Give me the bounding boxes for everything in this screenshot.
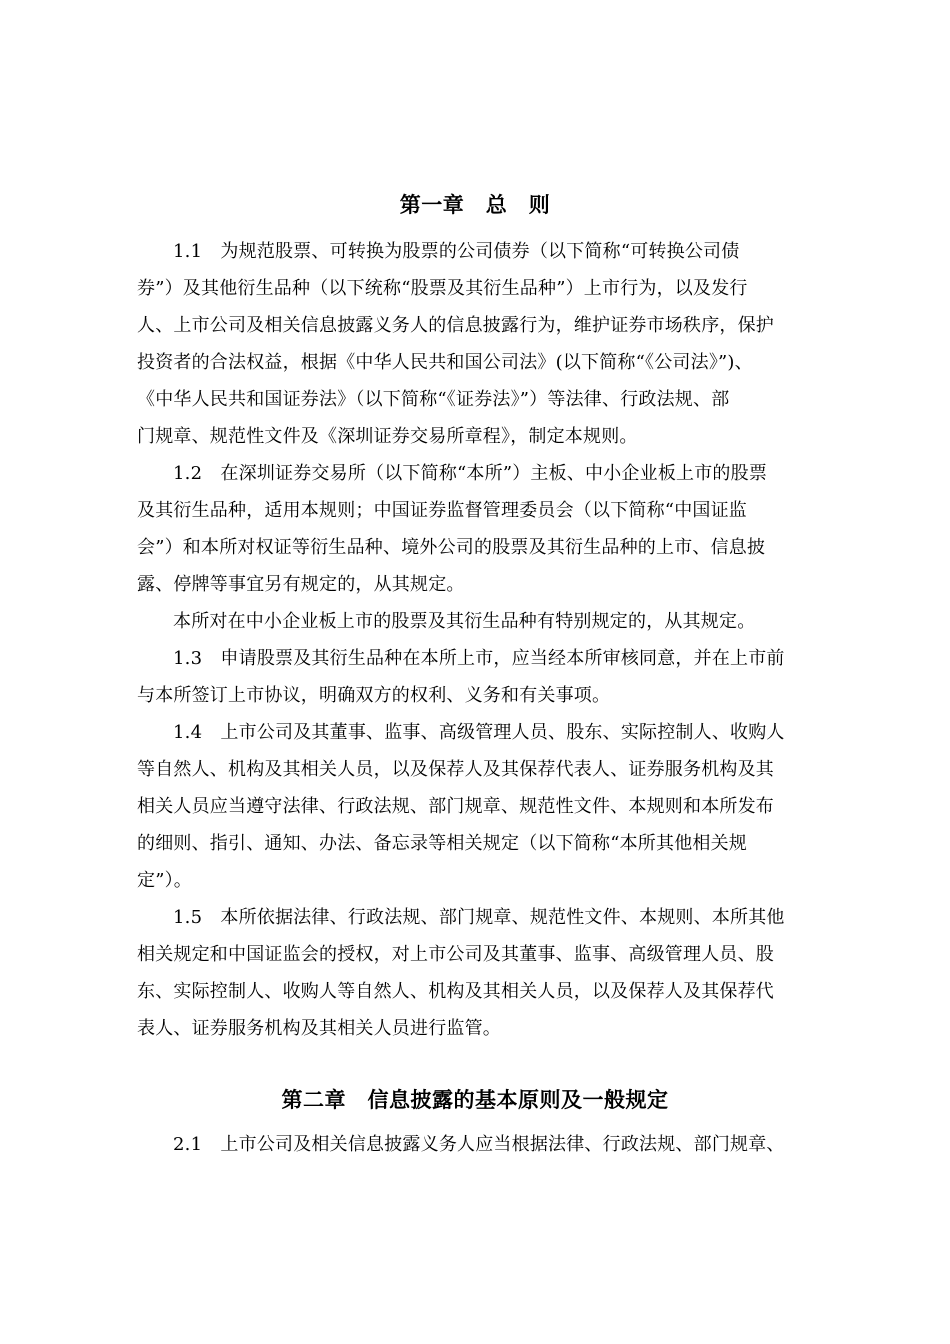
para-1-4-line: 相关人员应当遵守法律、行政法规、部门规章、规范性文件、本规则和本所发布	[137, 796, 774, 817]
para-1-5-line: 1.5 本所依据法律、行政法规、部门规章、规范性文件、本规则、本所其他	[173, 907, 785, 928]
chapter-2-title: 第二章 信息披露的基本原则及一般规定	[281, 1087, 669, 1112]
para-1-2-line: 会”）和本所对权证等衍生品种、境外公司的股票及其衍生品种的上市、信息披	[137, 537, 766, 558]
para-1-5-line: 东、实际控制人、收购人等自然人、机构及其相关人员，以及保荐人及其保荐代	[137, 981, 774, 1002]
para-1-2-line: 1.2 在深圳证券交易所（以下简称“本所”）主板、中小企业板上市的股票	[173, 463, 768, 484]
para-1-1-line: 券”）及其他衍生品种（以下统称“股票及其衍生品种”）上市行为，以及发行	[137, 278, 748, 299]
chapter-1-title: 第一章 总 则	[399, 192, 551, 217]
para-1-5-line: 相关规定和中国证监会的授权，对上市公司及其董事、监事、高级管理人员、股	[137, 944, 774, 965]
para-1-2b-line: 本所对在中小企业板上市的股票及其衍生品种有特别规定的，从其规定。	[173, 611, 756, 632]
para-2-1-line: 2.1 上市公司及相关信息披露义务人应当根据法律、行政法规、部门规章、	[173, 1134, 785, 1155]
para-1-4-line: 定”）。	[137, 870, 193, 891]
para-1-1-line: 人、上市公司及相关信息披露义务人的信息披露行为，维护证券市场秩序，保护	[137, 315, 774, 336]
para-1-1-line: 《中华人民共和国证券法》（以下简称“《证券法》”）等法律、行政法规、部	[137, 389, 730, 410]
para-1-3-line: 1.3 申请股票及其衍生品种在本所上市，应当经本所审核同意，并在上市前	[173, 648, 785, 669]
para-1-1-line: 投资者的合法权益，根据《中华人民共和国公司法》(以下简称“《公司法》”)、	[137, 352, 753, 373]
para-1-5-line: 表人、证券服务机构及其相关人员进行监管。	[137, 1018, 501, 1039]
para-1-1-line: 1.1 为规范股票、可转换为股票的公司债券（以下简称“可转换公司债	[173, 241, 740, 262]
para-1-2-line: 及其衍生品种，适用本规则；中国证券监督管理委员会（以下简称“中国证监	[137, 500, 747, 521]
para-1-4-line: 等自然人、机构及其相关人员，以及保荐人及其保荐代表人、证券服务机构及其	[137, 759, 774, 780]
para-1-4-line: 1.4 上市公司及其董事、监事、高级管理人员、股东、实际控制人、收购人	[173, 722, 785, 743]
para-1-2-line: 露、停牌等事宜另有规定的，从其规定。	[137, 574, 465, 595]
para-1-4-line: 的细则、指引、通知、办法、备忘录等相关规定（以下简称“本所其他相关规	[137, 833, 747, 854]
para-1-1-line: 门规章、规范性文件及《深圳证券交易所章程》，制定本规则。	[137, 426, 638, 447]
para-1-3-line: 与本所签订上市协议，明确双方的权利、义务和有关事项。	[137, 685, 611, 706]
